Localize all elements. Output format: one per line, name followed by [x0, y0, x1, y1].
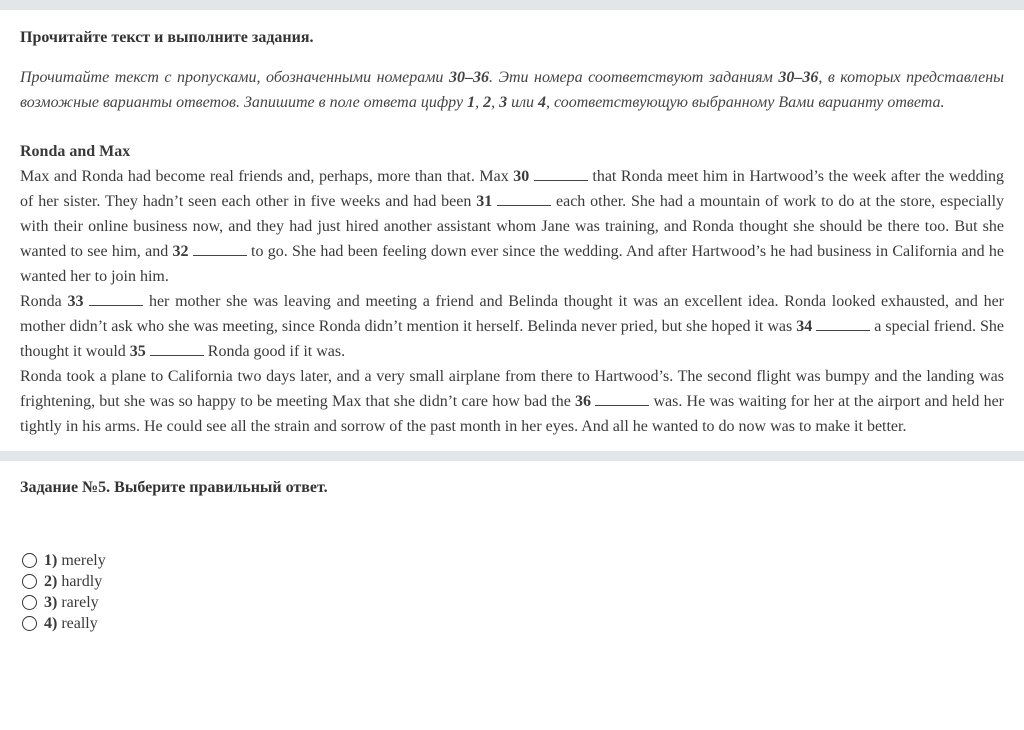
- question-title: Задание №5. Выберите правильный ответ.: [20, 479, 328, 496]
- gap-number: 30: [513, 168, 530, 185]
- instr-text: , соответствующую выбранному Вами варианту ответа.: [546, 94, 945, 111]
- gap-blank: [193, 241, 247, 256]
- story-paragraph: [20, 164, 1004, 289]
- option-number: 2): [44, 572, 58, 590]
- story-text-run: Ronda: [20, 293, 68, 310]
- instr-text: . Эти номера соответствуют заданиям: [488, 69, 779, 86]
- answer-option-2[interactable]: [20, 571, 1004, 592]
- instr-range: 30–36: [778, 69, 819, 86]
- radio-button[interactable]: [22, 574, 37, 589]
- answer-option-1[interactable]: [20, 550, 1004, 571]
- instr-digit: 4: [538, 94, 547, 111]
- question-card: [0, 461, 1024, 634]
- radio-button[interactable]: [22, 616, 37, 631]
- story-text: [20, 164, 1004, 439]
- story-text-run: to go. She had been feeling down ever since the wedding. And after Hartwood’s he had business in California and he wanted her to join him.: [20, 243, 1005, 285]
- option-label: rarely: [61, 593, 99, 611]
- story-text-run: was. He was waiting for her at the airport and held her tightly in his arms. He could see all the strain and sorrow of the past month in her eyes. And all he wanted to do now was to make it better.: [20, 393, 1004, 435]
- story-text-run: Ronda good if it was.: [203, 343, 346, 360]
- story-text-run: her mother she was leaving and meeting a friend and Belinda thought it was an excellent idea. Ronda looked exhausted, and her mother didn’t ask who she was meeting, since Ronda didn’t mention it herself. Belinda never pried, but she hoped it was: [20, 293, 1004, 335]
- story-text-run: each other. She had a mountain of work to do at the store, especially with their online business now, and they had just hired another assistant whom Jane was training, and Ronda thought she should be there too. But she wanted to see him, and: [20, 193, 1005, 260]
- option-label: hardly: [61, 572, 103, 590]
- story-text-run: that Ronda meet him in Hartwood’s the week after the wedding of her sister. They hadn’t seen each other in five weeks and had been: [20, 168, 1005, 210]
- gap-number: 34: [796, 318, 813, 335]
- radio-button[interactable]: [22, 553, 37, 568]
- instr-text: или: [507, 94, 539, 111]
- story-text-run: a special friend. She thought it would: [20, 318, 1005, 360]
- instr-text: , в которых представлены возможные варианты ответов. Запишите в поле ответа цифру: [20, 69, 1005, 111]
- gap-blank: [497, 191, 551, 206]
- instr-digit: 3: [499, 94, 508, 111]
- gap-blank: [816, 316, 870, 331]
- top-divider: [0, 0, 1024, 10]
- gap-blank: [595, 391, 649, 406]
- instr-range: 30–36: [448, 69, 489, 86]
- option-number: 1): [44, 551, 58, 569]
- section-divider: [0, 451, 1024, 461]
- option-number: 3): [44, 593, 58, 611]
- story-title: Ronda and Max: [20, 143, 131, 160]
- gap-number: 36: [575, 393, 592, 410]
- task-instructions: [20, 65, 1004, 115]
- story-text-run: Max and Ronda had become real friends and, perhaps, more than that. Max: [20, 168, 514, 185]
- instr-text: ,: [475, 94, 484, 111]
- task-card: [0, 10, 1024, 439]
- answer-option-4[interactable]: [20, 613, 1004, 634]
- gap-blank: [89, 291, 143, 306]
- answer-options: [20, 550, 1004, 634]
- option-number: 4): [44, 614, 58, 632]
- gap-number: 32: [172, 243, 189, 260]
- answer-option-3[interactable]: [20, 592, 1004, 613]
- option-label: really: [61, 614, 98, 632]
- gap-number: 33: [67, 293, 84, 310]
- instr-digit: 1: [467, 94, 476, 111]
- instr-text: Прочитайте текст с пропусками, обозначенными номерами: [20, 69, 449, 86]
- story-paragraph: [20, 289, 1004, 364]
- gap-blank: [534, 166, 588, 181]
- gap-number: 31: [476, 193, 493, 210]
- story-paragraph: [20, 364, 1004, 439]
- gap-blank: [150, 341, 204, 356]
- story-text-run: Ronda took a plane to California two days later, and a very small airplane from there to Hartwood’s. The second flight was bumpy and the landing was frightening, but she was so happy to be meeting Max that she didn’t care how bad the: [20, 368, 1004, 410]
- instr-text: ,: [491, 94, 500, 111]
- option-label: merely: [61, 551, 106, 569]
- radio-button[interactable]: [22, 595, 37, 610]
- gap-number: 35: [129, 343, 146, 360]
- instr-digit: 2: [483, 94, 492, 111]
- task-title: Прочитайте текст и выполните задания.: [20, 29, 314, 46]
